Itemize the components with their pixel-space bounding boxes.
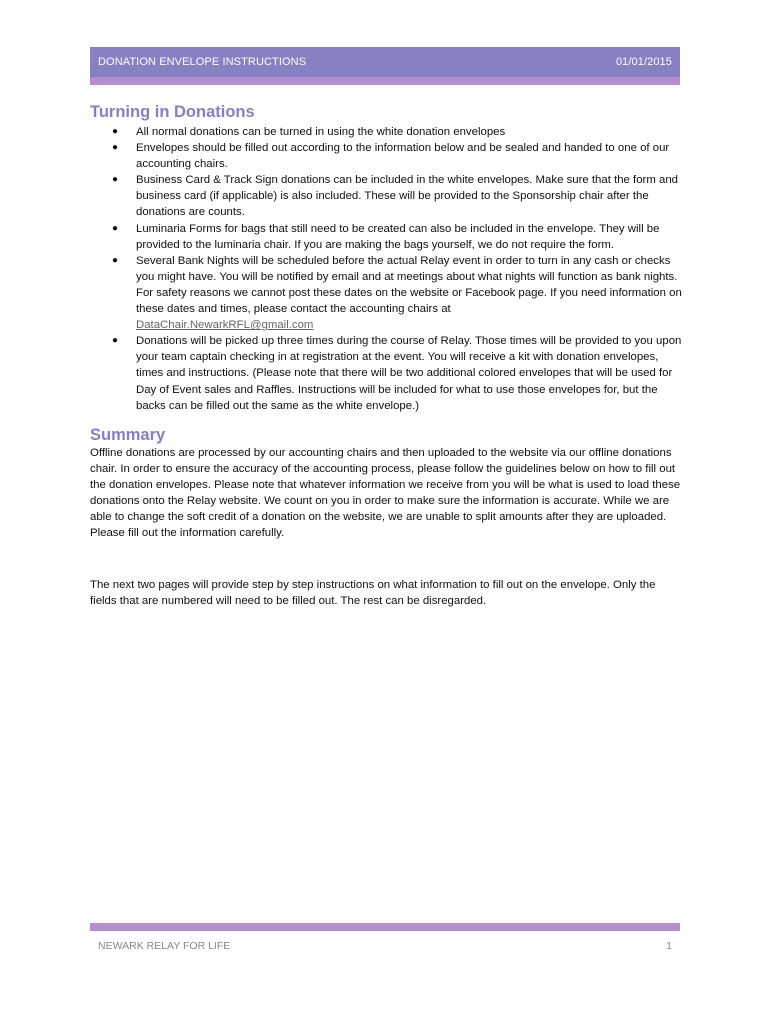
bullet-icon: ●: [112, 222, 119, 234]
section-heading-summary: Summary: [90, 426, 166, 444]
list-item-text: All normal donations can be turned in using the white donation envelopes: [136, 126, 506, 138]
header-band: [90, 47, 680, 77]
list-item-text: Business Card & Track Sign donations can be included in the white envelopes. Make sure that the form and business card (if applicable) is also included. These will be provided to the Sponsorship chair after the donations are counts.: [136, 174, 679, 219]
list-item: [90, 172, 682, 220]
page-header: [90, 47, 680, 85]
list-item-text: Luminaria Forms for bags that still need to be created can also be included in the envelope. They will be provided to the luminaria chair. If you are making the bags yourself, we do not require the form.: [136, 222, 660, 251]
header-date: 01/01/2015: [615, 56, 672, 68]
page-number: 1: [666, 940, 672, 952]
page-footer: [90, 923, 680, 952]
bullet-icon: ●: [112, 174, 119, 186]
summary-paragraph: Offline donations are processed by our accounting chairs and then uploaded to the website via our offline donations chair. In order to ensure the accuracy of the accounting process, please follow the guidelines below on how to fill out the donation envelopes. Please note that whatever information we receive from you will be what is used to load these donations onto the Relay website. We count on you in order to make sure the information is accurate. While we are able to change the soft credit of a donation on the website, we are unable to split amounts after they are uploaded. Please fill out the information carefully.: [90, 447, 681, 540]
bullet-icon: ●: [112, 142, 119, 154]
list-item-text: Donations will be picked up three times during the course of Relay. Those times will be provided to you upon your team captain checking in at registration at the event. You will receive a kit with donation envelopes, times and instructions. (Please note that there will be two additional colored envelopes that will be used for Day of Event sales and Raffles. Instructions will be included for what to use those envelopes for, but the backs can be filled out the same as the white envelope.): [136, 335, 682, 412]
email-link[interactable]: DataChair.NewarkRFL@gmail.com: [136, 319, 314, 332]
list-item: [90, 253, 682, 333]
bullet-icon: ●: [112, 254, 119, 266]
bullet-icon: ●: [112, 126, 119, 137]
header-stripe: [90, 77, 680, 85]
section-heading-turning-in-donations: Turning in Donations: [90, 103, 255, 121]
next-pages-paragraph: The next two pages will provide step by step instructions on what information to fill out on the envelope. Only the fields that are numbered will need to be filled out. The rest can be disregarded.: [90, 579, 656, 608]
list-item: [90, 124, 682, 140]
list-item: [90, 221, 682, 253]
list-item-text: Envelopes should be filled out according to the information below and be sealed and handed to one of our accounting chairs.: [136, 142, 670, 171]
footer-stripe: [90, 923, 680, 931]
list-item: [90, 333, 682, 413]
bullet-icon: ●: [112, 335, 119, 347]
header-title: DONATION ENVELOPE INSTRUCTIONS: [98, 56, 307, 68]
footer-org: NEWARK RELAY FOR LIFE: [98, 940, 231, 952]
list-item-text: Several Bank Nights will be scheduled before the actual Relay event in order to turn in any cash or checks you might have. You will be notified by email and at meetings about what nights will function as bank nights. For safety reasons we cannot post these dates on the website or Facebook page. If you need information on these dates and times, please contact the accounting chairs at: [136, 254, 682, 316]
donation-bullet-list: [90, 124, 682, 414]
list-item: [90, 140, 682, 172]
